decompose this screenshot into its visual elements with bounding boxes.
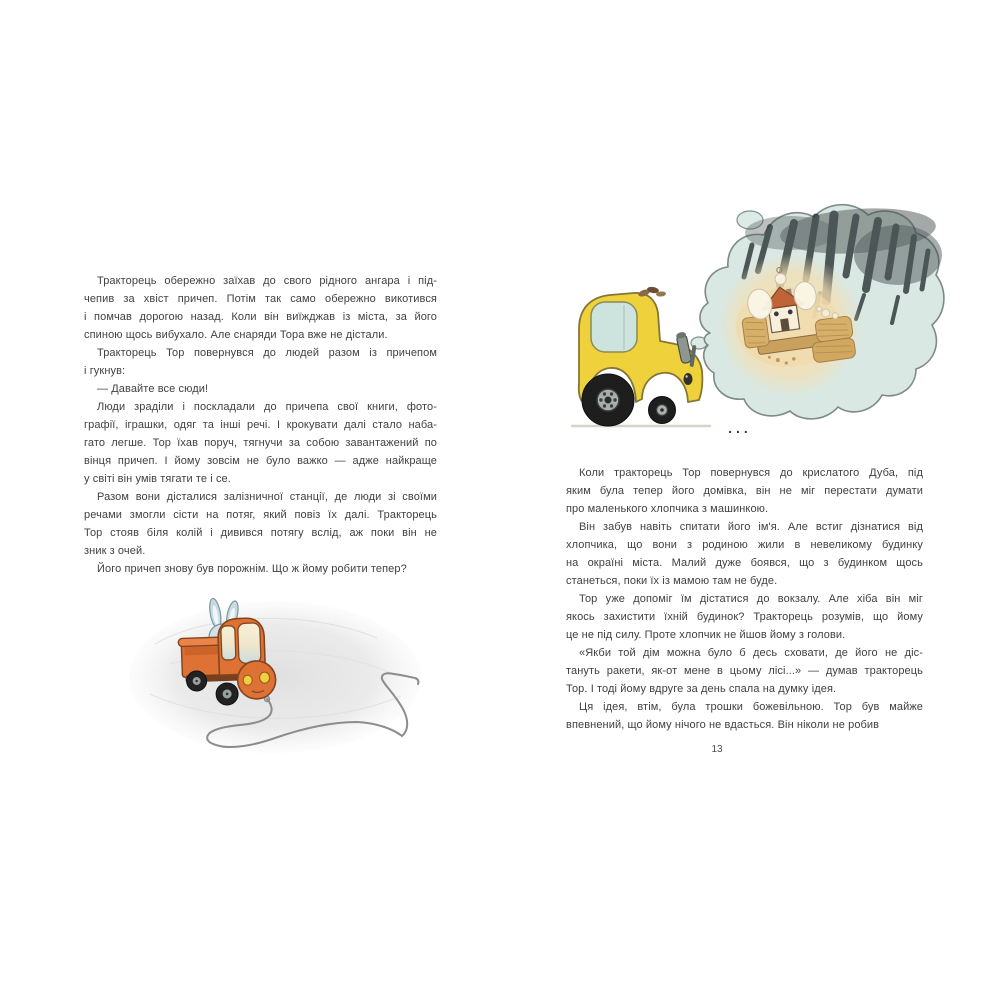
text-line: Тракторець обережно заїхав до свого рідного ангара і під- [97,275,437,287]
paragraph [566,644,923,698]
text-line: яким була тепер його домівка, він не міг перестати думати [566,485,923,497]
toy-truck-illustration [125,582,430,760]
truck-rear-wheel [186,671,207,692]
yellow-tractor [572,286,710,426]
text-line: станеться, поки їх із мамою там не буде. [566,575,778,587]
paragraph [84,398,437,488]
text-line: і помчав дорогою назад. Коли він виїжджав із міста, за його [84,311,437,323]
text-line: речами змогли сісти на потяг, який повіз їх далі. Тракторець [84,509,437,521]
text-line: про маленького хлопчика з машинкою. [566,503,769,515]
text-line: Тор. І тоді йому вдруге за день спала на думку ідея. [566,683,837,695]
tractor-rear-wheel [582,374,634,426]
text-line: якось захистити їхній будинок? Тракторець розумів, що йому [566,611,923,623]
paragraph [566,590,923,644]
text-line: Тракторець Тор повернувся до людей разом із причепом [97,347,437,359]
paragraph [84,344,437,380]
tractor-window [591,302,637,352]
tractor-dream-svg [558,193,948,429]
text-line: вінця причеп. І йому зовсім не було важко — адже найкраще [84,455,437,467]
truck-front-wheel [216,683,239,706]
text-line: Разом вони дісталися залізничної станції, де люди зі своїми [97,491,437,503]
text-line: зник з очей. [84,545,146,557]
paragraph-dialogue [84,380,437,398]
truck-windshield [238,623,261,664]
thought-bubble [682,204,944,419]
paragraph [84,272,437,344]
tractor-eye [684,373,693,385]
text-line: спиною щось вибухало. Але снаряди Тора вже не дістали. [84,329,388,341]
text-line: Тор уже допоміг їм дістатися до вокзалу. Але хіба він міг [579,593,923,605]
paragraph [566,464,923,518]
text-line: Його причеп знову був порожнім. Що ж йому робити тепер? [97,563,407,575]
headlight-right [259,672,269,683]
text-line: Ця ідея, втім, була трошки божевільною. Тор був майже [579,701,923,713]
text-line: у світі він умів тягати те і се. [84,473,231,485]
headlight-left [243,675,252,685]
text-line: чепив за хвіст причеп. Потім так само обережно викотився [84,293,437,305]
text-line: це не під силу. Проте хлопчик не йшов йому з голови. [566,629,846,641]
text-line: Тор стояв біля колій і дивився потягу вслід, аж поки він не [84,527,437,539]
paragraph [84,488,437,560]
text-line: «Якби той дім можна було б десь сховати, де його не діс- [579,647,923,659]
text-line: на окраїні міста. Малий дуже боявся, що з будинком щось [566,557,923,569]
tractor-illustration [558,193,948,429]
text-line: Коли тракторець Тор повернувся до крислатого Дуба, під [579,467,923,479]
page-number: 13 [711,744,723,755]
paragraph [566,518,923,590]
tractor-front-wheel [649,397,676,424]
text-line: і гукнув: [84,365,126,377]
right-page-text [566,464,923,734]
text-line: Люди зраділи і поскладали до причепа свої книги, фото- [97,401,437,413]
text-line: тануть ракети, як-от мене в цьому лісі...» — думав тракторець [566,665,923,677]
text-line: графії, іграшки, одяг та інші речі. І крокувати далі стало наба- [84,419,437,431]
house-door [780,318,790,331]
text-line: — Давайте все сюди! [97,383,209,395]
paragraph [566,698,923,734]
text-line: гато легше. Тор їхав поруч, тягнучи за собою завантажений по [84,437,437,449]
roof-leaves [637,286,666,298]
text-line: хлопчика, що вони з родиною жили в невеликому будинку [566,539,923,551]
truck-side-window [221,626,236,660]
hay-bale-left [742,315,770,348]
toy-truck-svg [125,582,430,760]
section-separator: ... [728,420,752,436]
text-line: Він забув навіть спитати його ім'я. Але встиг дізнатися від [579,521,923,533]
left-page-text [84,272,437,578]
paragraph [84,560,437,578]
text-line: впевнений, що йому нічого не вдасться. Він ніколи не робив [566,719,880,731]
